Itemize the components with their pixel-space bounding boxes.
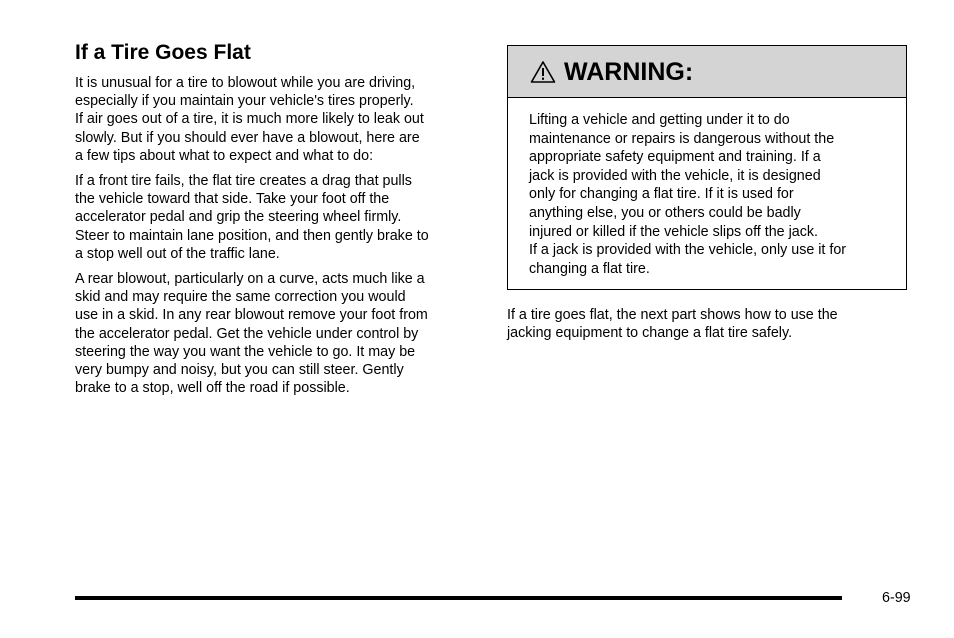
paragraph-line: use in a skid. In any rear blowout remove your foot from	[75, 307, 428, 324]
paragraph-line: If a tire goes flat, the next part shows how to use the	[507, 307, 838, 323]
paragraph-line: brake to a stop, well off the road if possible.	[75, 380, 350, 397]
warning-line: appropriate safety equipment and training. If a	[529, 149, 821, 166]
paragraph-line: especially if you maintain your vehicle's tires properly.	[75, 93, 414, 110]
warning-line: If a jack is provided with the vehicle, only use it for	[529, 242, 847, 259]
intro-paragraph	[75, 74, 480, 165]
paragraph-line: skid and may require the same correction you would	[75, 289, 406, 306]
left-column	[75, 40, 480, 404]
warning-line: only for changing a flat tire. If it is used for	[529, 186, 794, 203]
warning-triangle-icon	[530, 60, 556, 84]
warning-body	[508, 98, 906, 278]
paragraph-line: jacking equipment to change a flat tire safely.	[507, 325, 793, 342]
warning-box	[507, 45, 907, 290]
section-heading: If a Tire Goes Flat	[75, 41, 251, 64]
paragraph-line: accelerator pedal and grip the steering wheel firmly.	[75, 209, 402, 226]
paragraph-line: steering the way you want the vehicle to go. It may be	[75, 343, 416, 360]
paragraph-line: very bumpy and noisy, but you can still steer. Gently	[75, 362, 404, 379]
warning-line: jack is provided with the vehicle, it is designed	[529, 167, 821, 184]
paragraph-line: slowly. But if you should ever have a blowout, here are	[75, 129, 420, 146]
jacking-note-paragraph	[507, 306, 907, 342]
footer-rule	[75, 596, 842, 600]
paragraph-line: a few tips about what to expect and what to do:	[75, 147, 374, 164]
warning-header	[508, 46, 906, 98]
rear-blowout-paragraph	[75, 270, 480, 397]
paragraph-line: If air goes out of a tire, it is much more likely to leak out	[75, 111, 424, 128]
paragraph-line: a stop well out of the traffic lane.	[75, 245, 280, 262]
paragraph-line: the vehicle toward that side. Take your foot off the	[75, 191, 390, 208]
paragraph-line: A rear blowout, particularly on a curve, acts much like a	[75, 271, 425, 288]
warning-title: WARNING:	[564, 57, 694, 86]
warning-line: changing a flat tire.	[529, 260, 650, 277]
front-tire-paragraph	[75, 172, 480, 263]
paragraph-line: Steer to maintain lane position, and then gently brake to	[75, 227, 429, 244]
warning-line: Lifting a vehicle and getting under it to do	[529, 112, 790, 128]
page-number: 6-99	[882, 590, 911, 606]
paragraph-line: the accelerator pedal. Get the vehicle under control by	[75, 325, 419, 342]
paragraph-line: It is unusual for a tire to blowout while you are driving,	[75, 75, 416, 91]
warning-line: injured or killed if the vehicle slips off the jack.	[529, 223, 818, 240]
paragraph-line: If a front tire fails, the flat tire creates a drag that pulls	[75, 173, 412, 190]
warning-line: anything else, you or others could be badly	[529, 204, 801, 221]
warning-line: maintenance or repairs is dangerous without the	[529, 130, 835, 147]
